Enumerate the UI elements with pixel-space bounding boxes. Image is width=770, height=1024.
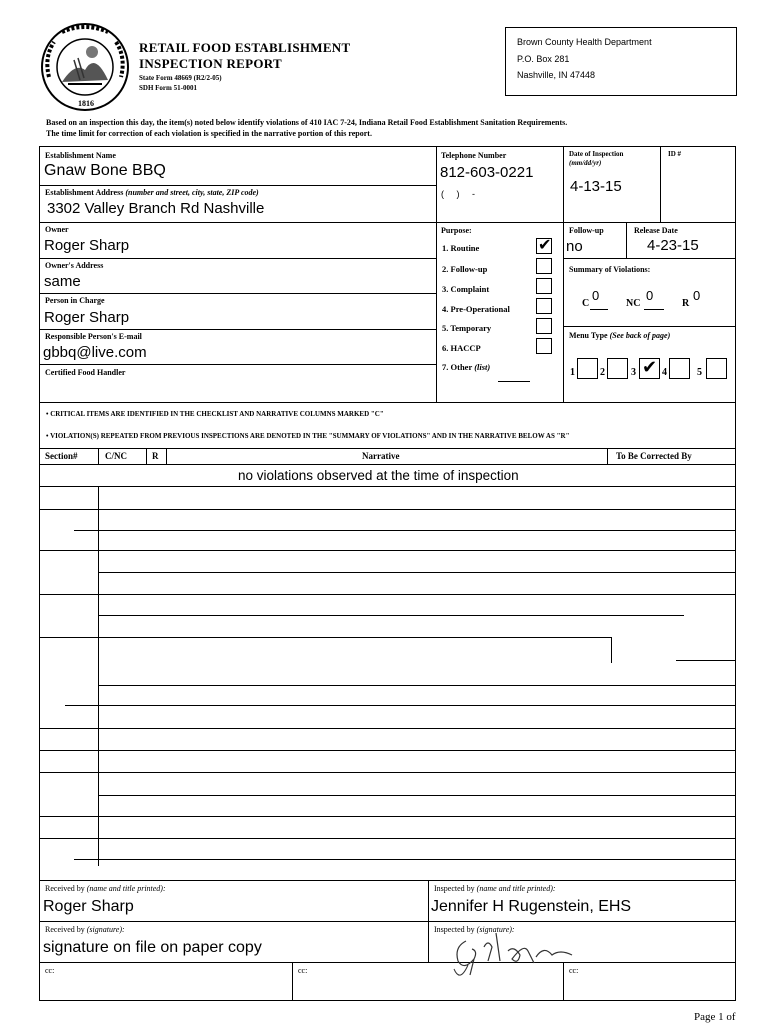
state-form-number: State Form 48669 (R2/2-05): [139, 74, 222, 82]
menu-type-2-checkbox[interactable]: [607, 358, 628, 379]
report-title: RETAIL FOOD ESTABLISHMENT: [139, 40, 351, 55]
purpose-pre-operational-checkbox[interactable]: [536, 298, 552, 314]
telephone-label: Telephone Number: [441, 151, 507, 160]
responsible-email: gbbq@live.com: [43, 344, 147, 361]
person-in-charge-label: Person in Charge: [45, 296, 105, 305]
department-address-box: [505, 27, 737, 96]
received-by-signature-label: Received by (signature):: [45, 925, 125, 934]
release-date: 4-23-15: [647, 237, 699, 254]
received-by-name: Roger Sharp: [43, 898, 134, 915]
inspected-by-name-label: Inspected by (name and title printed):: [434, 884, 556, 893]
purpose-complaint: 3. Complaint: [442, 284, 490, 294]
release-date-label: Release Date: [634, 226, 678, 235]
owner-name: Roger Sharp: [44, 237, 130, 254]
svg-text:1816: 1816: [78, 99, 94, 108]
date-format-hint: (mm/dd/yr): [569, 159, 602, 167]
date-of-inspection: 4-13-15: [570, 178, 622, 195]
telephone-number: 812-603-0221: [440, 164, 534, 181]
purpose-haccp-checkbox[interactable]: [536, 338, 552, 354]
menu-type-3-label: 3: [631, 367, 636, 378]
intro-line-1: Based on an inspection this day, the item(s) noted below identify violations of 410 IAC 7-24, Indiana Retail Food Establishment Sanitation Requirements.: [46, 118, 568, 127]
summary-nc-label: NC: [626, 298, 641, 309]
purpose-temporary-checkbox[interactable]: [536, 318, 552, 334]
cc-label-3: cc:: [569, 966, 579, 975]
owners-address-label: Owner's Address: [45, 261, 104, 270]
menu-type-4-label: 4: [662, 367, 667, 378]
purpose-haccp: 6. HACCP: [442, 343, 481, 353]
establishment-name: Gnaw Bone BBQ: [44, 162, 166, 179]
r-header: R: [152, 451, 159, 461]
department-city: Nashville, IN 47448: [517, 70, 596, 80]
address-label: Establishment Address (number and street, city, state, ZIP code): [45, 188, 259, 197]
sdh-form-number: SDH Form 51-0001: [139, 84, 197, 92]
corrected-by-header: To Be Corrected By: [616, 451, 692, 461]
email-label: Responsible Person's E-mail: [45, 332, 142, 341]
purpose-other: 7. Other (list): [442, 362, 491, 372]
received-by-name-label: Received by (name and title printed):: [45, 884, 166, 893]
purpose-routine-checkbox[interactable]: [536, 235, 552, 254]
purpose-label: Purpose:: [441, 226, 472, 235]
menu-type-2-label: 2: [600, 367, 605, 378]
menu-type-1-checkbox[interactable]: [577, 358, 598, 379]
critical-items-note: • CRITICAL ITEMS ARE IDENTIFIED IN THE CHECKLIST AND NARRATIVE COLUMNS MARKED "C": [46, 410, 384, 418]
inspector-signature: [448, 925, 588, 983]
date-of-inspection-label: Date of Inspection: [569, 150, 624, 158]
summary-label: Summary of Violations:: [569, 265, 651, 274]
purpose-routine: 1. Routine: [442, 243, 480, 253]
id-label: ID #: [668, 150, 682, 158]
narrative-row-1: no violations observed at the time of inspection: [238, 468, 519, 483]
follow-up-value: no: [566, 238, 583, 255]
summary-c-value: 0: [592, 288, 600, 303]
establishment-name-label: Establishment Name: [45, 151, 116, 160]
department-po-box: P.O. Box 281: [517, 54, 570, 64]
owner-label: Owner: [45, 225, 69, 234]
summary-r-value: 0: [693, 288, 701, 303]
follow-up-label: Follow-up: [569, 226, 604, 235]
menu-type-4-checkbox[interactable]: [669, 358, 690, 379]
section-header: Section#: [45, 451, 78, 461]
purpose-pre-operational: 4. Pre-Operational: [442, 304, 510, 314]
menu-type-3-checkbox[interactable]: [639, 358, 660, 379]
cnc-header: C/NC: [105, 451, 127, 461]
inspected-by-name: Jennifer H Rugenstein, EHS: [431, 898, 632, 915]
summary-r-label: R: [682, 298, 690, 309]
department-name: Brown County Health Department: [517, 37, 652, 47]
page-number: Page 1 of: [694, 1011, 736, 1023]
purpose-follow-up: 2. Follow-up: [442, 264, 488, 274]
menu-type-5-label: 5: [697, 367, 702, 378]
received-by-signature: signature on file on paper copy: [43, 939, 262, 956]
purpose-follow-up-checkbox[interactable]: [536, 258, 552, 274]
menu-type-label: Menu Type (See back of page): [569, 331, 671, 340]
indiana-state-seal-icon: [40, 22, 130, 112]
purpose-temporary: 5. Temporary: [442, 323, 492, 333]
telephone-second: ( ) -: [441, 189, 475, 199]
establishment-address: 3302 Valley Branch Rd Nashville: [47, 200, 265, 217]
owners-address: same: [44, 273, 81, 290]
inspection-form: [39, 146, 736, 1001]
purpose-complaint-checkbox[interactable]: [536, 278, 552, 294]
person-in-charge: Roger Sharp: [44, 309, 130, 326]
checkmark-icon: ✔: [538, 235, 552, 254]
narrative-header: Narrative: [362, 451, 400, 461]
checkmark-icon: ✔: [642, 357, 658, 378]
cc-label-1: cc:: [45, 966, 55, 975]
intro-line-2: The time limit for correction of each violation is specified in the narrative portion of this report.: [46, 129, 372, 138]
summary-c-label: C: [582, 298, 590, 309]
certified-handler-label: Certified Food Handler: [45, 368, 126, 377]
inspected-by-signature-label: Inspected by (signature):: [434, 925, 515, 934]
repeated-violations-note: • VIOLATION(S) REPEATED FROM PREVIOUS INSPECTIONS ARE DENOTED IN THE "SUMMARY OF VIOLATIONS" AND IN THE NARRATIVE BELOW AS "R": [46, 432, 570, 440]
summary-nc-value: 0: [646, 288, 654, 303]
cc-label-2: cc:: [298, 966, 308, 975]
menu-type-1-label: 1: [570, 367, 575, 378]
menu-type-5-checkbox[interactable]: [706, 358, 727, 379]
report-subtitle: INSPECTION REPORT: [139, 56, 282, 71]
